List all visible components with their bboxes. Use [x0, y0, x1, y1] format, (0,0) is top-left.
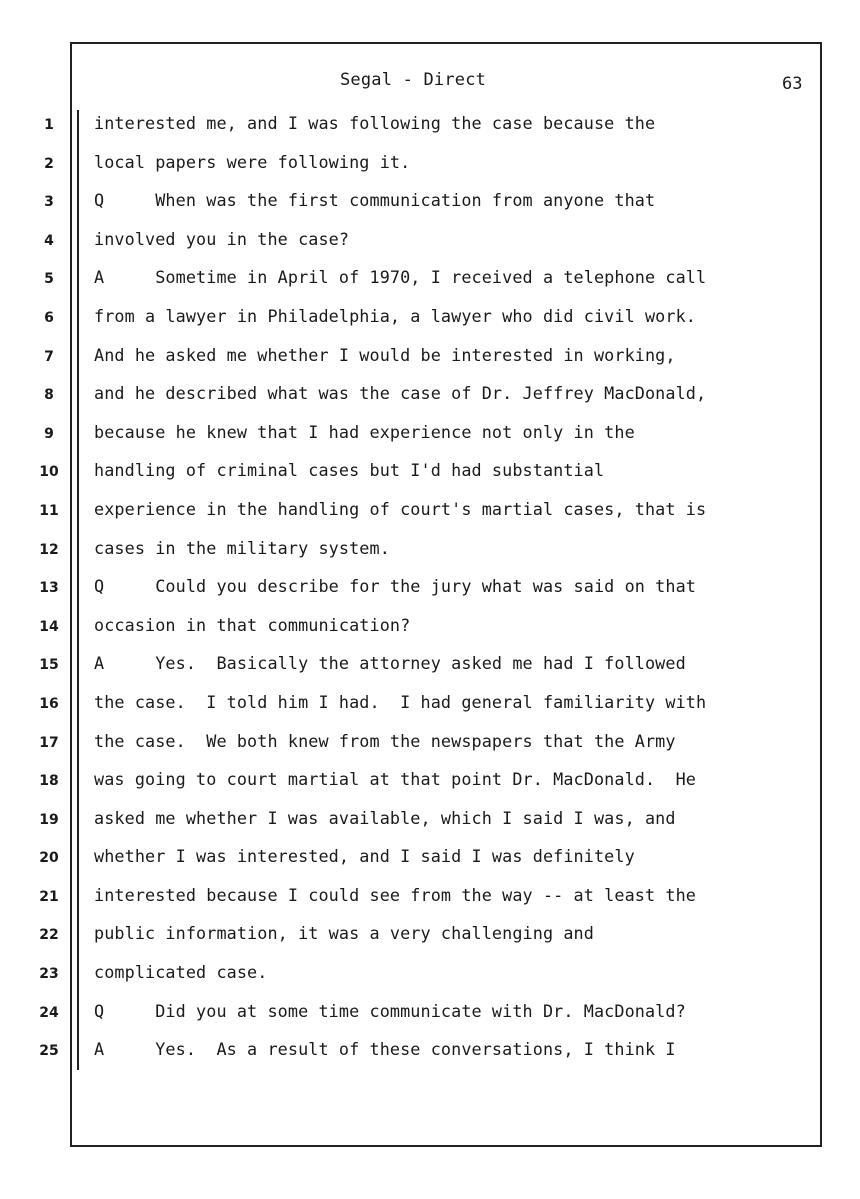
- transcript-line: Q When was the first communication from anyone that: [94, 190, 656, 211]
- transcript-line: the case. We both knew from the newspapers that the Army: [94, 730, 676, 751]
- transcript-line: the case. I told him I had. I had general familiarity with: [94, 691, 707, 712]
- line-number: 15: [39, 657, 59, 674]
- line-number: 17: [39, 734, 59, 751]
- page-number: 63: [782, 74, 803, 94]
- page-border-bottom: [70, 1145, 822, 1147]
- transcript-line: Q Did you at some time communicate with Dr. MacDonald?: [94, 1000, 686, 1021]
- line-number: 24: [39, 1004, 59, 1021]
- page-border-top: [70, 42, 822, 44]
- transcript-line: interested because I could see from the way -- at least the: [94, 884, 696, 905]
- line-number: 1: [44, 117, 54, 133]
- transcript-line: whether I was interested, and I said I was definitely: [94, 846, 635, 867]
- transcript-line: And he asked me whether I would be interested in working,: [94, 344, 676, 365]
- transcript-line: public information, it was a very challenging and: [94, 923, 594, 944]
- transcript-line: occasion in that communication?: [94, 614, 411, 635]
- line-number: 9: [44, 425, 54, 442]
- transcript-line: A Yes. Basically the attorney asked me had I followed: [94, 653, 686, 674]
- transcript-line: A Sometime in April of 1970, I received a telephone call: [94, 267, 707, 288]
- line-number: 18: [39, 773, 59, 790]
- line-number: 25: [39, 1043, 59, 1060]
- transcript-line: and he described what was the case of Dr. Jeffrey MacDonald,: [94, 383, 707, 404]
- line-number: 11: [39, 502, 59, 519]
- transcript-line: handling of criminal cases but I'd had substantial: [94, 460, 605, 481]
- line-number: 23: [39, 966, 59, 983]
- line-number: 14: [39, 618, 59, 635]
- page-border-right: [820, 42, 822, 1147]
- line-number: 22: [39, 927, 59, 944]
- line-number: 10: [39, 464, 59, 481]
- line-number: 13: [39, 580, 59, 597]
- transcript-body: [94, 110, 814, 1075]
- line-number-divider: [77, 110, 79, 1070]
- page-header-title: Segal - Direct: [340, 70, 487, 90]
- transcript-line: cases in the military system.: [94, 537, 390, 558]
- page-border-left: [70, 42, 72, 1147]
- transcript-line: because he knew that I had experience not only in the: [94, 421, 635, 442]
- transcript-line: experience in the handling of court's martial cases, that is: [94, 498, 707, 519]
- transcript-line: Q Could you describe for the jury what was said on that: [94, 576, 696, 597]
- line-number: 5: [44, 271, 54, 288]
- transcript-line: interested me, and I was following the case because the: [94, 113, 656, 133]
- transcript-line: from a lawyer in Philadelphia, a lawyer who did civil work.: [94, 305, 696, 326]
- transcript-line: involved you in the case?: [94, 228, 350, 249]
- line-number: 16: [39, 695, 59, 712]
- line-number: 3: [44, 194, 54, 211]
- line-number: 7: [44, 348, 54, 365]
- transcript-line: A Yes. As a result of these conversations, I think I: [94, 1039, 676, 1060]
- line-number: 2: [44, 155, 54, 172]
- line-number: 21: [39, 888, 59, 905]
- line-number: 20: [39, 850, 59, 867]
- transcript-line: asked me whether I was available, which I said I was, and: [94, 807, 676, 828]
- line-number: 6: [44, 309, 54, 326]
- line-number: 8: [44, 387, 54, 404]
- transcript-line: local papers were following it.: [94, 151, 411, 172]
- line-number-column: [34, 112, 64, 1077]
- line-number: 19: [39, 811, 59, 828]
- line-number: 4: [44, 232, 54, 249]
- transcript-line: complicated case.: [94, 962, 268, 983]
- transcript-line: was going to court martial at that point Dr. MacDonald. He: [94, 769, 696, 790]
- line-number: 12: [39, 541, 59, 558]
